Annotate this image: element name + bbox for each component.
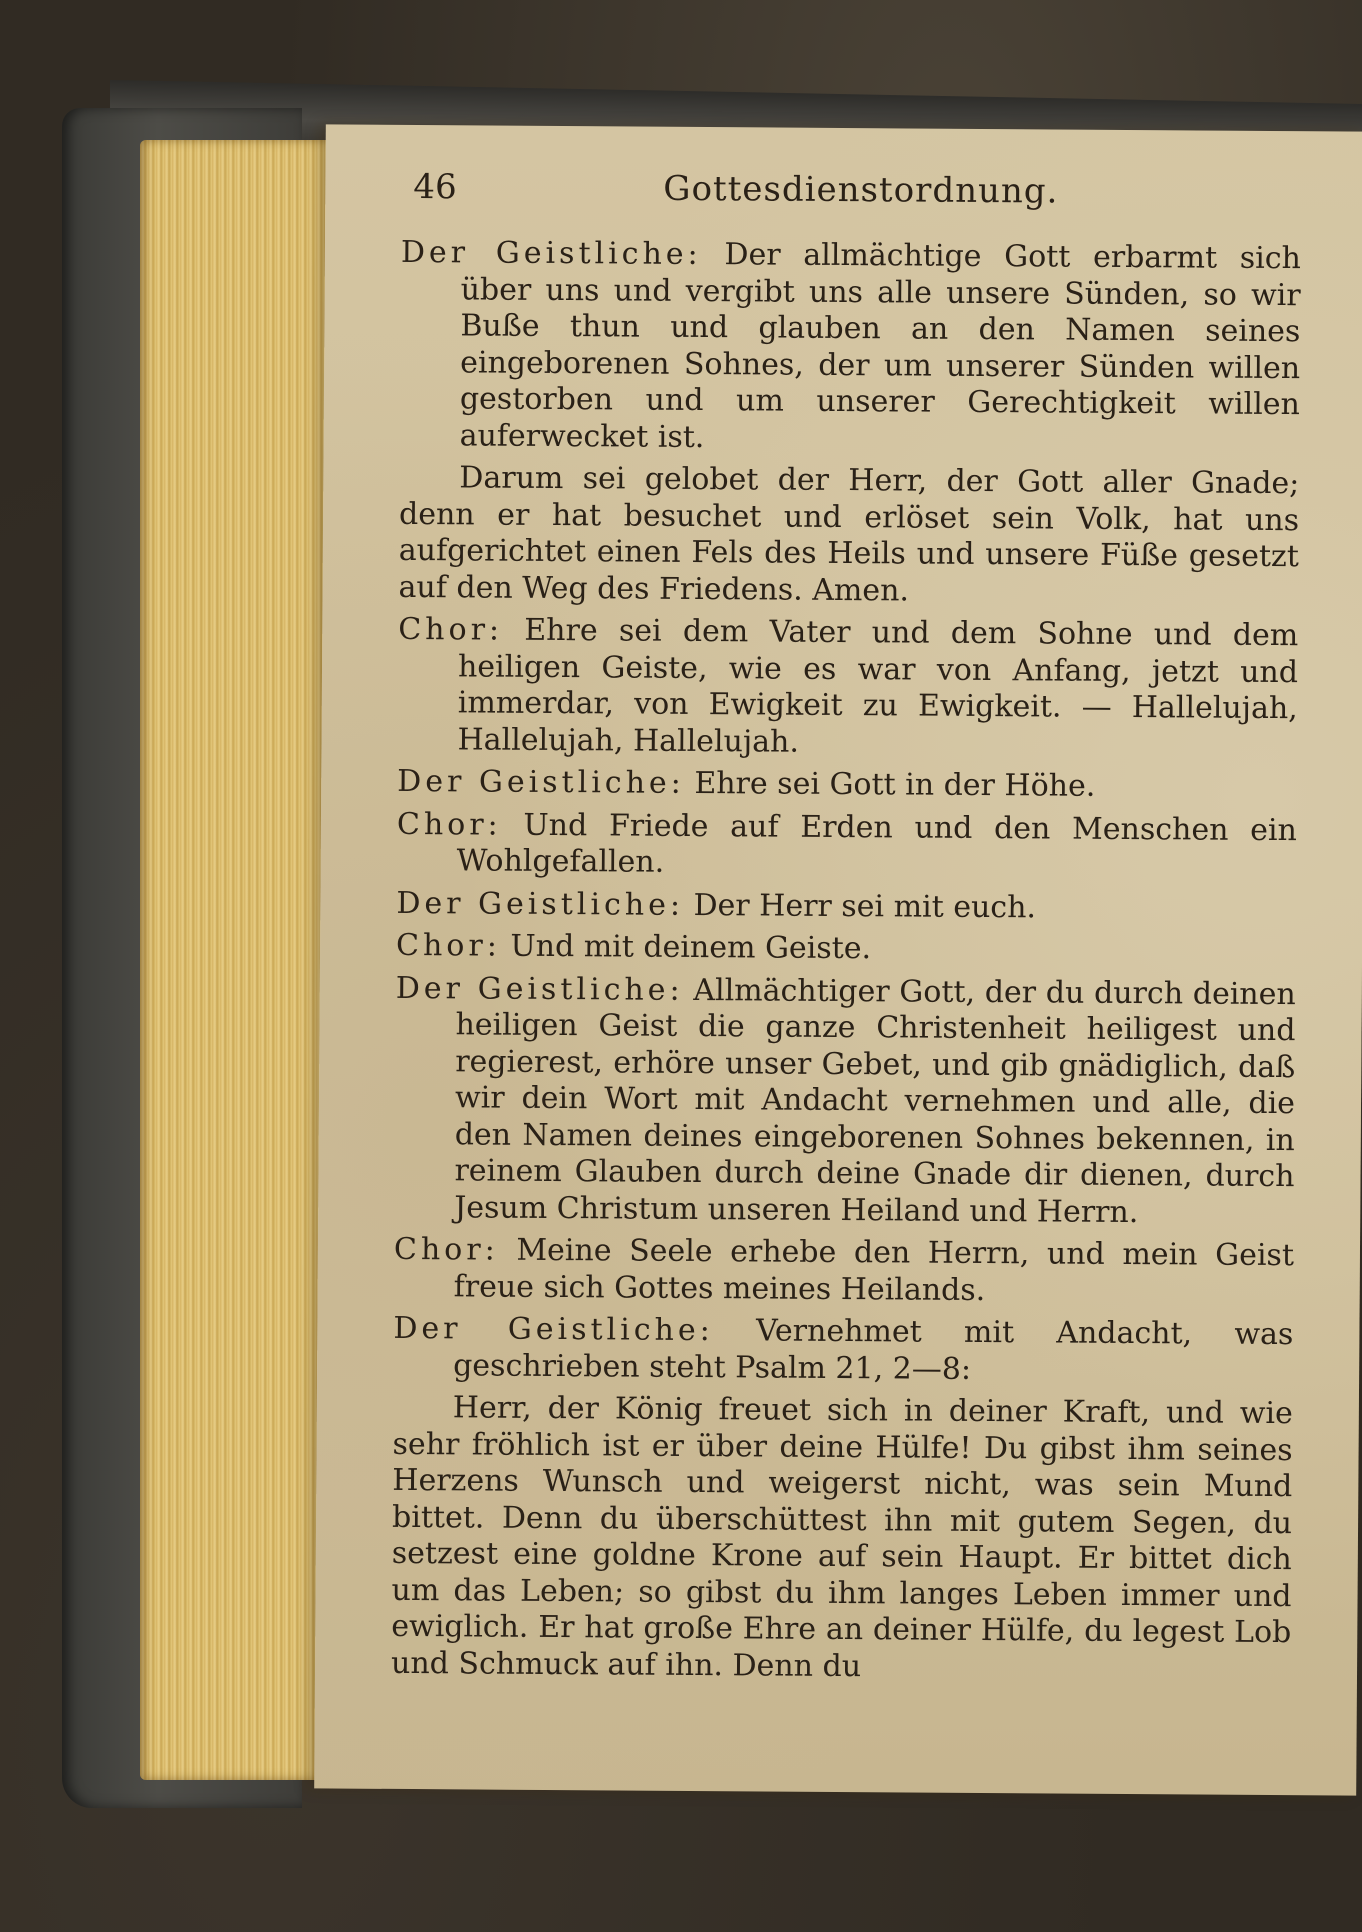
paragraph — [398, 460, 1299, 612]
speaker-label: Chor: — [395, 927, 502, 964]
page-text — [390, 166, 1302, 1694]
paragraph — [397, 806, 1297, 885]
page-number: 46 — [413, 166, 457, 208]
page-title: Gottesdienstordnung. — [663, 168, 1059, 212]
paragraph — [396, 885, 1296, 928]
speaker-label: Der Geistliche: — [397, 763, 685, 801]
paragraph-text: Vernehmet mit Andacht, was geschrieben steht Psalm 21, 2—8: — [453, 1313, 1294, 1387]
speaker-label: Chor: — [396, 806, 502, 843]
paragraph — [397, 764, 1297, 807]
paragraph — [394, 1232, 1294, 1311]
paragraph-text: Ehre sei dem Vater und dem Sohne und dem heiligen Geiste, wie es war von Anfang, jetzt und immerdar, von Ewigkeit zu Ewigkeit. — Hallelujah, Hallelujah, Hallelujah. — [457, 612, 1299, 760]
book-page — [314, 124, 1362, 1795]
paragraph-text: Und Friede auf Erden und den Menschen ein Wohlgefallen. — [456, 807, 1298, 880]
paragraph-text: Und mit deinem Geiste. — [500, 928, 872, 967]
paragraph-text: Meine Seele erhebe den Herrn, und mein Geist freue sich Gottes meines Heilands. — [453, 1232, 1295, 1308]
paragraph — [400, 235, 1302, 460]
paragraph — [393, 1311, 1293, 1390]
speaker-label: Der Geistliche: — [395, 970, 684, 1008]
paragraph — [396, 928, 1296, 971]
speaker-label: Chor: — [398, 611, 504, 648]
paragraph-text: Allmächtiger Gott, der du durch deinen heiligen Geist die ganze Christenheit heiligest und regierest, erhöre unser Gebet, und gib gnädiglich, daß wir dein Wort mit Andacht vernehmen und alle, die den Namen deines eingeborenen Sohnes bekennen, in reinem Glauben durch deine Gnade dir dienen, durch Jesum Christum unseren Heiland und Herrn. — [454, 972, 1296, 1230]
speaker-label: Der Geistliche: — [400, 234, 702, 273]
paragraph-text: Darum sei gelobet der Herr, der Gott aller Gnade; denn er hat besuchet und erlöset sein Volk, hat uns aufgerichtet einen Fels des Heils und unsere Füße gesetzt auf den Weg des Friedens. Amen. — [398, 460, 1300, 608]
speaker-label: Der Geistliche: — [393, 1310, 714, 1349]
paragraph-text: Der allmächtige Gott erbarmt sich über uns und vergibt uns alle unsere Sünden, so wir Buße thun und glauben an den Namen seines eingeborenen Sohnes, der um unserer Sünden willen gestorben und um unserer Gerechtigkeit willen auferwecket ist. — [459, 237, 1302, 455]
paragraph-text: Der Herr sei mit euch. — [683, 887, 1037, 925]
speaker-label: Der Geistliche: — [396, 885, 685, 923]
paragraph — [394, 970, 1296, 1232]
page-header — [401, 166, 1301, 237]
paragraph — [397, 612, 1298, 764]
speaker-label: Chor: — [393, 1231, 499, 1268]
paragraph-text: Herr, der König freuet sich in deiner Kraft, und wie sehr fröhlich ist er über deine Hülfe! Du gibst ihm seines Herzens Wunsch und weigerst nicht, was sein Mund bittet. Denn du überschüttest ihn mit gutem Segen, du setzest eine goldne Krone auf sein Haupt. Er bittet dich um das Leben; so gibst du ihm langes Leben immer und ewiglich. Er hat große Ehre an deiner Hülfe, du legest Lob und Schmuck auf ihn. Denn du — [390, 1390, 1293, 1684]
paragraph — [391, 1390, 1293, 1688]
paragraph-text: Ehre sei Gott in der Höhe. — [684, 765, 1096, 804]
